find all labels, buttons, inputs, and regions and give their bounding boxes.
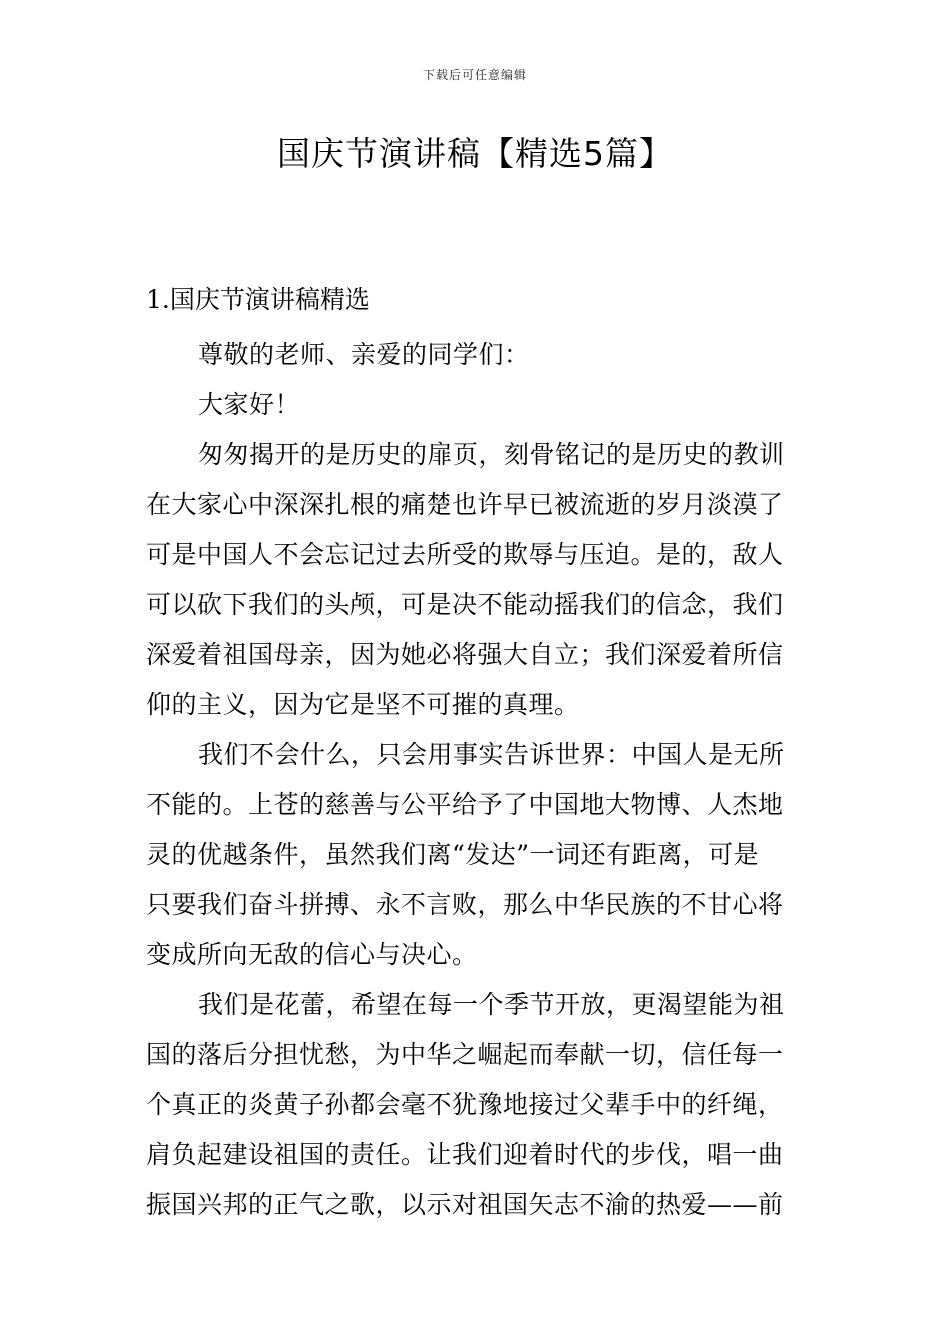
document-title: 国庆节演讲稿【精选5篇】	[277, 134, 673, 173]
body-paragraph-2	[146, 730, 810, 980]
paragraph-line: 仰的主义，因为它是坚不可摧的真理。	[146, 690, 580, 719]
salutation-line: 大家好！	[198, 390, 301, 419]
paragraph-line: 匆匆揭开的是历史的扉页，刻骨铭记的是历史的教训	[198, 440, 785, 469]
paragraph-line: 可以砍下我们的头颅，可是决不能动摇我们的信念，我们	[146, 590, 784, 619]
paragraph-line: 肩负起建设祖国的责任。让我们迎着时代的步伐，唱一曲	[146, 1140, 784, 1169]
section-heading: 1.国庆节演讲稿精选	[146, 285, 370, 314]
paragraph-line: 我们是花蕾，希望在每一个季节开放，更渴望能为祖	[198, 990, 785, 1019]
body-paragraph-1	[146, 430, 810, 730]
body-paragraph-3	[146, 980, 810, 1230]
paragraph-line: 振国兴邦的正气之歌，以示对祖国矢志不渝的热爱——前	[146, 1190, 784, 1219]
greeting-paragraph	[146, 330, 810, 380]
paragraph-line: 可是中国人不会忘记过去所受的欺辱与压迫。是的，敌人	[146, 540, 784, 569]
document-body	[146, 280, 810, 1230]
paragraph-line: 我们不会什么，只会用事实告诉世界：中国人是无所	[198, 740, 785, 769]
paragraph-line: 变成所向无敌的信心与决心。	[146, 940, 478, 969]
greeting-line: 尊敬的老师、亲爱的同学们：	[198, 340, 530, 369]
page-header-note: 下载后可任意编辑	[422, 68, 527, 82]
paragraph-line: 不能的。上苍的慈善与公平给予了中国地大物博、人杰地	[146, 790, 784, 819]
paragraph-line: 个真正的炎黄子孙都会毫不犹豫地接过父辈手中的纤绳，	[146, 1090, 784, 1119]
paragraph-line: 国的落后分担忧愁，为中华之崛起而奉献一切，信任每一	[146, 1040, 784, 1069]
paragraph-line: 灵的优越条件，虽然我们离“发达”一词还有距离，可是	[146, 840, 760, 869]
paragraph-line: 在大家心中深深扎根的痛楚也许早已被流逝的岁月淡漠了	[146, 490, 784, 519]
salutation-paragraph	[146, 380, 810, 430]
paragraph-line: 只要我们奋斗拼搏、永不言败，那么中华民族的不甘心将	[146, 890, 784, 919]
paragraph-line: 深爱着祖国母亲，因为她必将强大自立；我们深爱着所信	[146, 640, 784, 669]
